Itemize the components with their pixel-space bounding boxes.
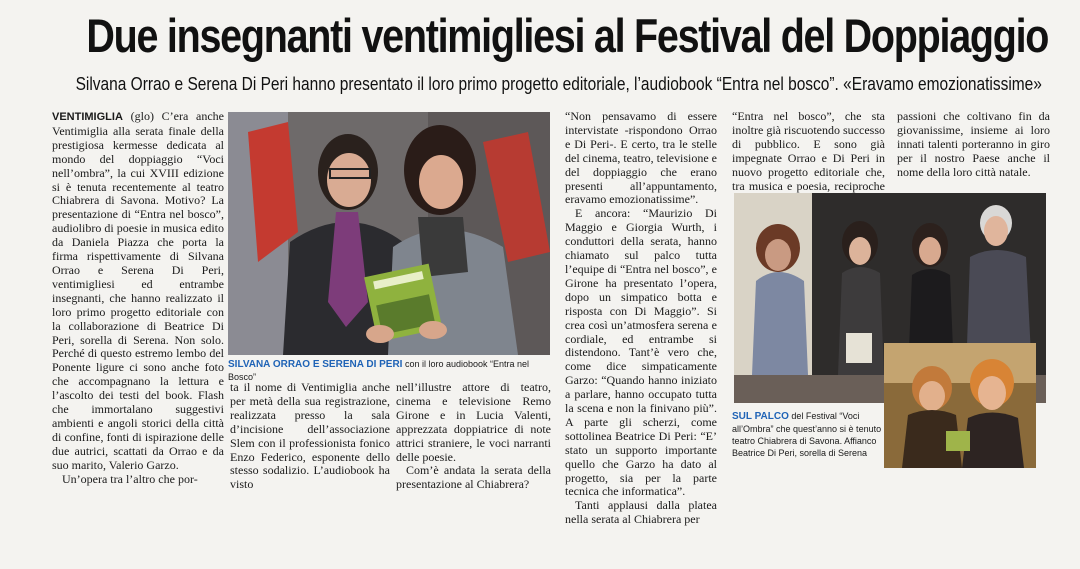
- column-2-text: ta il nome di Ventimiglia anche per metà della sua registrazione, realizzata presso la sala d’incisione dell’associazione Slem con il professionista fonico Enzo Federico, esponente dello stesso sodalizio. L’audiobook ha visto: [230, 380, 390, 492]
- column-1-text: C’era anche Ventimiglia alla serata finale della prestigiosa kermesse dedicata al mondo del doppiaggio “Voci nell’ombra”, la cui XVIII edizione si è tenuta recentemente al teatro Chiabrera di Savona. Motivo? La presentazione di “Entra nel bosco”, audiolibro di poesie in musica edito da Daniela Piazza che porta la firma rispettivamente di Silvana Orrao e Serena Di Peri, ventimigliesi ed entrambe insegnanti, che hanno realizzato il loro primo progetto editoriale con la collaborazione di Beatrice Di Peri, sorella di Serena. Non solo. Perché di questo estremo lembo del Ponente ligure ci sono anche foto che accompagnano la lettura e l’ascolto dei testi del book. Flash che immortalano suggestivi ambienti e angoli storici della città di confine, fonti di ispirazione delle due autrici, scattati da Orrao e da suo marito, Valerio Garzo.: [52, 109, 224, 472]
- caption-2-text: del Festival “Voci all’Ombra” che quest’anno si è tenuto teatro Chiabrera di Savona. Affianco Beatrice Di Peri, sorella di Serena: [732, 411, 882, 458]
- caption-1-kicker: SILVANA ORRAO E SERENA DI PERI: [228, 359, 403, 370]
- column-4-text-1: “Non pensavamo di essere intervistate -rispondono Orrao e Di Peri-. E certo, tra le stelle del cinema, teatro, televisione e del doppiaggio che erano presenti all’appuntamento, eravamo emozionatissime”.: [565, 109, 717, 207]
- column-3-text-1: nell’illustre attore di teatro, cinema e televisione Remo Girone e in Lucia Valenti, apprezzata doppiatrice di note attrici straniere, le voci narranti delle poesie.: [396, 380, 551, 464]
- column-5-text: “Entra nel bosco”, che sta inoltre già riscuotendo successo di pubblico. E sono già impegnate Orrao e Di Peri in nuovo progetto editoriale che, tra musica e poesia, reciproche passioni che coltivano fin da giovanissime, insieme ai loro innati talenti porteranno in giro per il nostro Paese anche il nome della loro città natale.: [732, 109, 1050, 193]
- column-1-body: [52, 110, 224, 473]
- column-4-text-3: Tanti applausi dalla platea nella serata al Chiabrera per: [565, 498, 717, 527]
- column-1-text-2: Un’opera tra l’altro che por-: [62, 471, 198, 486]
- photo-authors: [228, 112, 550, 355]
- column-1: [52, 110, 224, 486]
- caption-photo-2: [732, 410, 882, 459]
- column-5: [732, 110, 1050, 193]
- caption-1-text: con il loro audiobook “Entra nel Bosco”: [228, 359, 530, 382]
- caption-2-kicker: SUL PALCO: [732, 411, 789, 422]
- column-2: [230, 381, 390, 492]
- byline: (glo): [130, 109, 154, 123]
- column-3-text-2: Com’è andata la serata della presentazione al Chiabrera?: [396, 463, 551, 492]
- column-4: [565, 110, 717, 527]
- headline: Due insegnanti ventimigliesi al Festival del Doppiaggio: [86, 9, 1049, 62]
- subheadline: Silvana Orrao e Serena Di Peri hanno presentato il loro primo progetto editoriale, l’audiobook “Entra nel bosco”. «Eravamo emozionatissime»: [75, 74, 1042, 94]
- column-4-text-2: E ancora: “Maurizio Di Maggio e Giorgia Wurth, i conduttori della serata, hanno chiamato sul palco tutta l’equipe di “Entra nel bosco”, e Girone ha presentato l’opera, dopo un simpatico botta e risposta con Di Maggio”. Si crea così un’atmosfera serena e cordiale, ed entrambe si distendono. Tant’è vero che, come dice simpaticamente Garzo: “Quando hanno iniziato a parlare, hanno occupato tutta la scena e non la finivano più”. A parte gli scherzi, come sottolinea Beatrice Di Peri: “E’ stato un supporto importante quello che Garzo ha dato al progetto, sia per la parte tecnica che informatica”.: [565, 206, 717, 499]
- dateline: VENTIMIGLIA: [52, 111, 123, 123]
- photo-inset: [884, 343, 1036, 468]
- column-3: [396, 381, 551, 492]
